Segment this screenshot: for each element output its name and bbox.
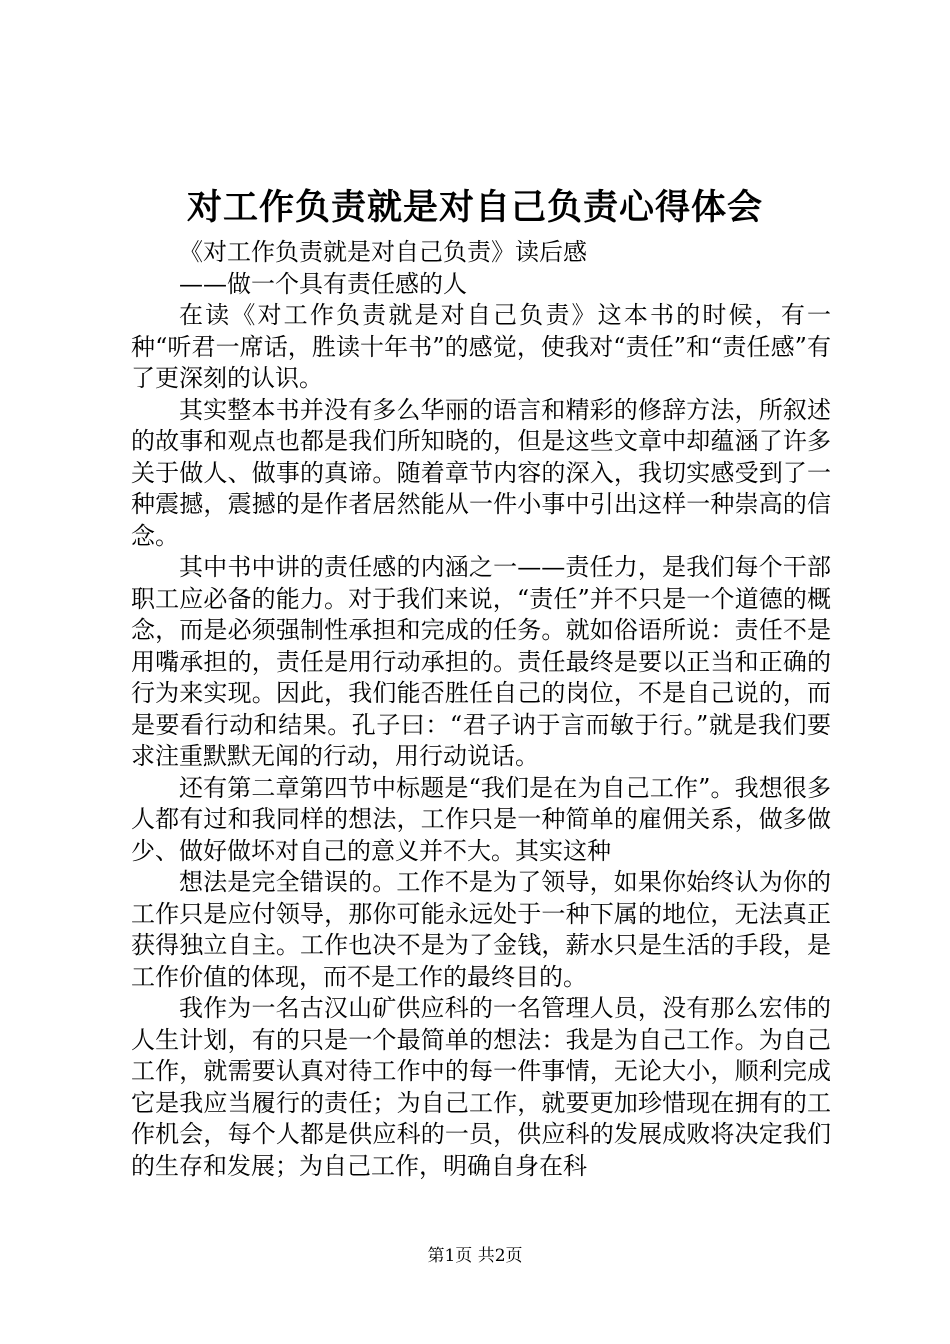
document-title: 对工作负责就是对自己负责心得体会 <box>186 187 763 228</box>
paragraph-subtitle-dash: ——做一个具有责任感的人 <box>179 269 467 298</box>
page-footer: 第1页 共2页 <box>427 1246 523 1266</box>
paragraph: 我作为一名古汉山矿供应科的一名管理人员，没有那么宏伟的人生计划，有的只是一个最简单的想法：我是为自己工作。为自己工作，就需要认真对待工作中的每一件事情，无论大小，顺利完成它是我应当履行的责任；为自己工作，就要更加珍惜现在拥有的工作机会，每个人都是供应科的一员，供应科的发展成败将决定我们的生存和发展；为自己工作，明确自身在科 <box>131 994 831 1180</box>
paragraph: 其中书中讲的责任感的内涵之一——责任力，是我们每个干部职工应必备的能力。对于我们来说，“责任”并不只是一个道德的概念，而是必须强制性承担和完成的任务。就如俗语所说：责任不是用嘴承担的，责任是用行动承担的。责任最终是要以正当和正确的行为来实现。因此，我们能否胜任自己的岗位，不是自己说的，而是要看行动和结果。孔子曰：“君子讷于言而敏于行。”就是我们要求注重默默无闻的行动，用行动说话。 <box>131 553 831 770</box>
paragraph: 想法是完全错误的。工作不是为了领导，如果你始终认为你的工作只是应付领导，那你可能永远处于一种下属的地位，无法真正获得独立自主。工作也决不是为了金钱，薪水只是生活的手段，是工作价值的体现，而不是工作的最终目的。 <box>131 868 831 991</box>
paragraph: 在读《对工作负责就是对自己负责》这本书的时候，有一种“听君一席话，胜读十年书”的感觉，使我对“责任”和“责任感”有了更深刻的认识。 <box>131 301 831 392</box>
paragraph-subtitle: 《对工作负责就是对自己负责》读后感 <box>179 238 587 266</box>
document-body <box>131 237 831 1182</box>
paragraph: 其实整本书并没有多么华丽的语言和精彩的修辞方法，所叙述的故事和观点也都是我们所知晓的，但是这些文章中却蕴涵了许多关于做人、做事的真谛。随着章节内容的深入，我切实感受到了一种震撼，震撼的是作者居然能从一件小事中引出这样一种崇高的信念。 <box>131 395 831 550</box>
paragraph: 还有第二章第四节中标题是“我们是在为自己工作”。我想很多人都有过和我同样的想法，工作只是一种简单的雇佣关系，做多做少、做好做坏对自己的意义并不大。其实这种 <box>131 773 831 865</box>
